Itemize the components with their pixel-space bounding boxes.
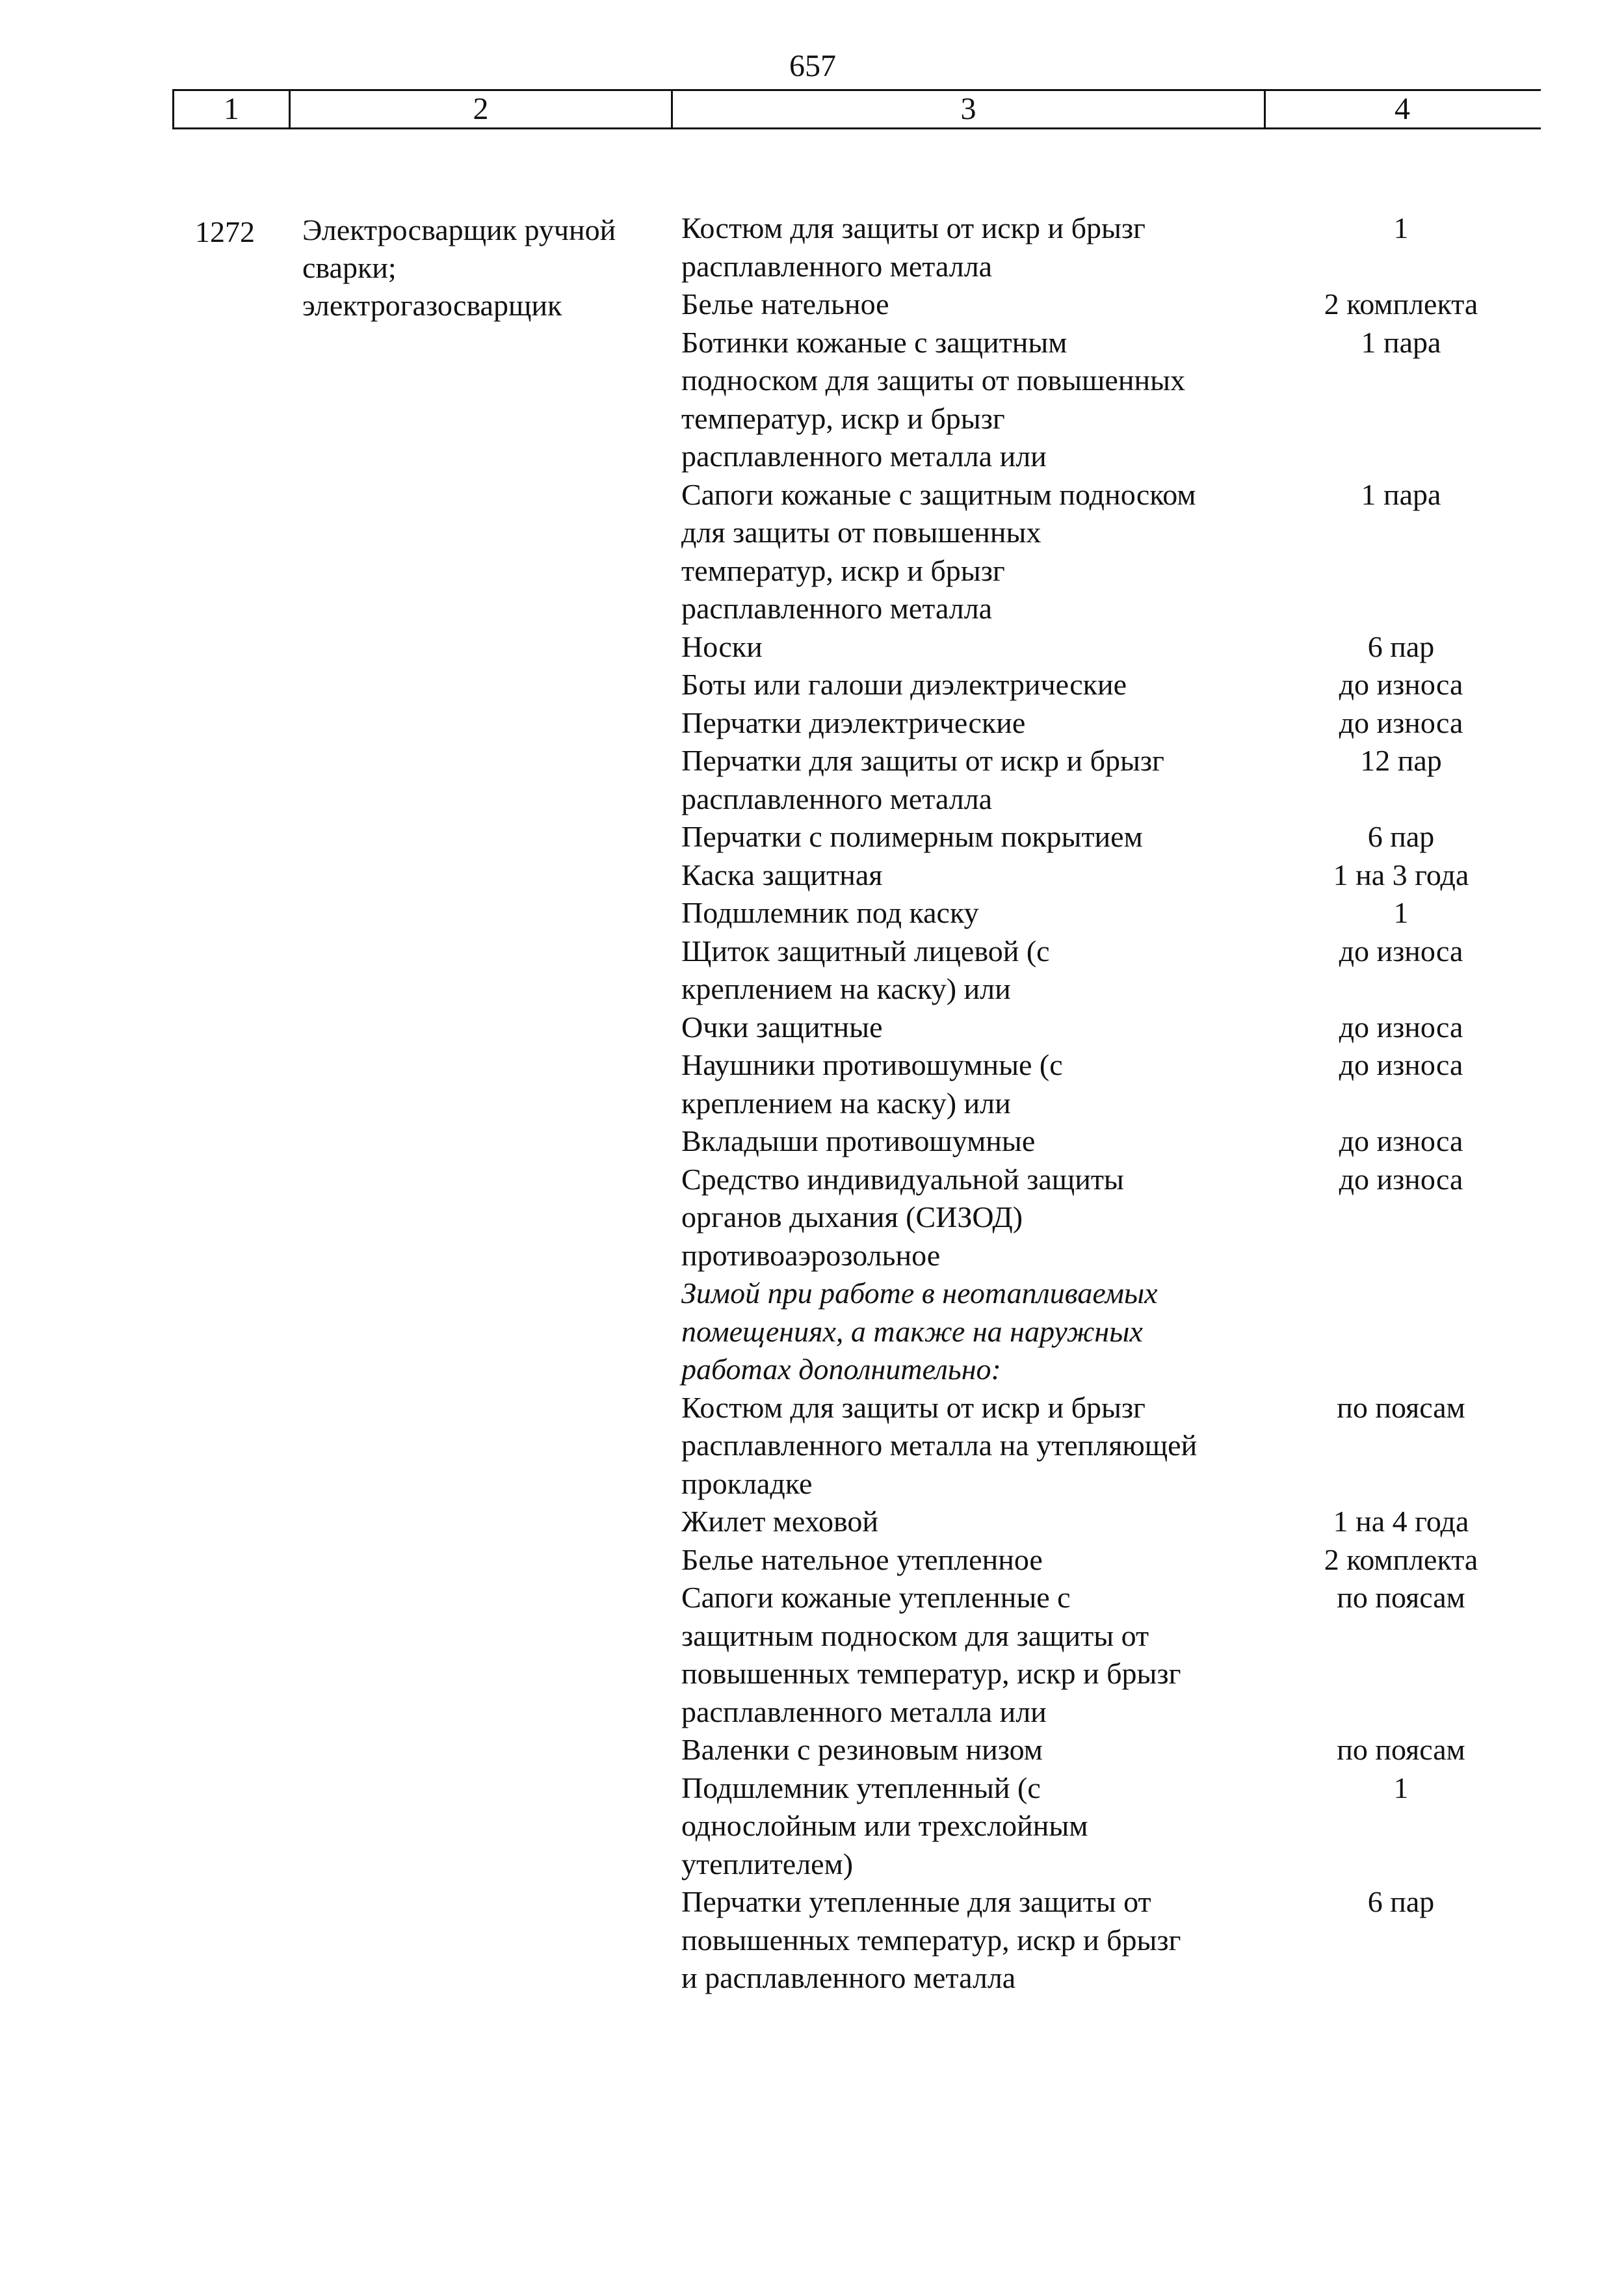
profession-name [302,211,666,324]
winter-note [681,1274,1279,1389]
ppe-item-name [681,476,1279,628]
ppe-item-name [681,704,1279,743]
ppe-item-line: Подшлемник под каску [681,896,979,929]
profession-line: электрогазосварщик [302,289,562,322]
ppe-item-quantity: до износа [1339,1048,1463,1081]
ppe-item-name [681,1503,1279,1541]
ppe-item-line: подноском для защиты от повышенных [681,363,1185,397]
ppe-item-quantity: 1 на 3 года [1333,858,1469,891]
ppe-item-name [681,1541,1279,1579]
ppe-item-line: расплавленного металла [681,592,993,625]
ppe-item-line: Щиток защитный лицевой (с [681,934,1050,968]
ppe-item-quantity: 12 пар [1360,744,1442,777]
ppe-item-name [681,894,1279,932]
ppe-item-line: Перчатки с полимерным покрытием [681,820,1143,853]
profession-line: сварки; [302,251,397,284]
ppe-item-line: расплавленного металла [681,782,993,815]
ppe-item-line: утеплителем) [681,1847,854,1880]
ppe-item-line: Средство индивидуальной защиты [681,1162,1124,1196]
column-header-2: 2 [473,92,489,126]
ppe-item-line: для защиты от повышенных [681,516,1041,549]
ppe-item-line: расплавленного металла или [681,1695,1047,1728]
ppe-item-name [681,209,1279,285]
ppe-item-line: температур, искр и брызг [681,401,1005,435]
ppe-item-quantity: до износа [1339,934,1463,968]
ppe-item-line: однослойным или трехслойным [681,1809,1088,1842]
ppe-item-line: Костюм для защиты от искр и брызг [681,1390,1146,1424]
column-header-3: 3 [960,92,976,126]
ppe-item-line: Боты или галоши диэлектрические [681,668,1127,701]
ppe-item-name [681,1883,1279,1998]
ppe-item-name [681,1161,1279,1275]
ppe-item-quantity: 1 пара [1361,477,1441,511]
ppe-item-line: повышенных температур, искр и брызг [681,1923,1181,1957]
ppe-item-quantity: 1 [1393,896,1409,929]
ppe-item-line: прокладке [681,1466,813,1500]
ppe-item-line: расплавленного металла или [681,440,1047,473]
ppe-item-line: Перчатки утепленные для защиты от [681,1885,1151,1918]
ppe-item-name [681,1389,1279,1503]
ppe-item-line: Каска защитная [681,858,883,891]
ppe-item-line: Жилет меховой [681,1505,878,1538]
ppe-item-line: расплавленного металла [681,249,993,283]
ppe-item-line: Сапоги кожаные утепленные с [681,1581,1071,1614]
ppe-item-name [681,666,1279,704]
ppe-item-line: работах дополнительно: [681,1353,1001,1386]
ppe-item-line: Валенки с резиновым низом [681,1733,1043,1766]
ppe-item-name [681,1122,1279,1161]
row-code: 1272 [195,215,255,248]
ppe-item-line: креплением на каску) или [681,1086,1011,1120]
ppe-item-line: Белье нательное утепленное [681,1542,1043,1576]
ppe-item-line: и расплавленного металла [681,1961,1016,1994]
ppe-item-quantity: до износа [1339,1162,1463,1196]
ppe-item-quantity: 1 пара [1361,325,1441,359]
ppe-item-line: Белье нательное [681,287,889,321]
ppe-item-name [681,628,1279,666]
ppe-item-line: органов дыхания (СИЗОД) [681,1200,1023,1234]
column-header-4: 4 [1395,92,1410,126]
ppe-item-line: Наушники противошумные (с [681,1048,1063,1081]
ppe-item-line: Зимой при работе в неотапливаемых [681,1276,1158,1310]
ppe-item-name [681,1731,1279,1769]
ppe-item-name [681,856,1279,895]
ppe-item-line: Костюм для защиты от искр и брызг [681,211,1146,244]
ppe-item-name [681,1009,1279,1047]
ppe-item-quantity: до износа [1339,1010,1463,1044]
ppe-item-name [681,285,1279,324]
ppe-item-name [681,818,1279,856]
ppe-item-line: помещениях, а также на наружных [681,1314,1143,1348]
ppe-item-quantity: 6 пар [1367,1885,1435,1918]
ppe-item-quantity: 2 комплекта [1324,1542,1478,1576]
ppe-item-line: Подшлемник утепленный (с [681,1771,1041,1804]
ppe-item-quantity: до износа [1339,1124,1463,1157]
ppe-item-quantity: 1 [1393,211,1409,244]
ppe-item-quantity: до износа [1339,706,1463,739]
ppe-item-line: Перчатки для защиты от искр и брызг [681,744,1164,777]
ppe-item-quantity: по поясам [1337,1390,1465,1424]
ppe-item-quantity: до износа [1339,668,1463,701]
profession-line: Электросварщик ручной [302,213,616,246]
ppe-item-quantity: 1 на 4 года [1333,1505,1469,1538]
ppe-item-quantity: по поясам [1337,1733,1465,1766]
ppe-item-name [681,324,1279,476]
ppe-item-quantity: по поясам [1337,1581,1465,1614]
ppe-item-line: креплением на каску) или [681,972,1011,1005]
page-number: 657 [789,49,836,83]
ppe-item-name [681,932,1279,1009]
ppe-item-line: Сапоги кожаные с защитным подноском [681,477,1196,511]
ppe-item-line: Очки защитные [681,1010,883,1044]
ppe-item-line: защитным подноском для защиты от [681,1618,1149,1652]
ppe-item-quantity: 6 пар [1367,629,1435,663]
ppe-item-quantity: 1 [1393,1771,1409,1804]
ppe-item-name [681,1046,1279,1122]
ppe-item-quantity: 6 пар [1367,820,1435,853]
ppe-item-line: Перчатки диэлектрические [681,706,1026,739]
ppe-item-line: Носки [681,629,763,663]
ppe-item-line: противоаэрозольное [681,1238,941,1272]
ppe-item-name [681,1579,1279,1731]
ppe-item-line: Вкладыши противошумные [681,1124,1036,1157]
ppe-item-name [681,1769,1279,1884]
ppe-item-line: температур, искр и брызг [681,553,1005,587]
ppe-item-name [681,742,1279,818]
column-header-1: 1 [224,92,239,126]
ppe-item-line: Ботинки кожаные с защитным [681,325,1067,359]
ppe-item-line: расплавленного металла на утепляющей [681,1429,1198,1462]
ppe-item-line: повышенных температур, искр и брызг [681,1657,1181,1690]
ppe-item-quantity: 2 комплекта [1324,287,1478,321]
column-header-row [172,89,1541,129]
